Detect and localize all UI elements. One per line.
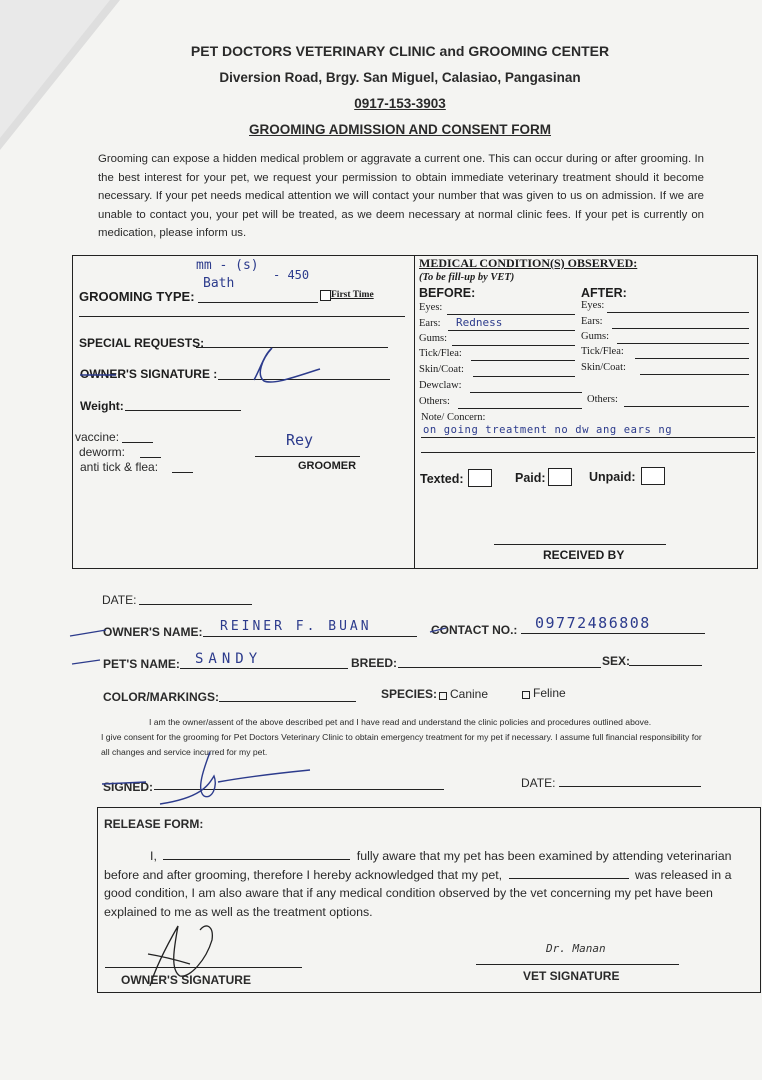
- date-label: DATE:: [102, 593, 137, 607]
- after-row-label: Skin/Coat:: [581, 362, 626, 373]
- after-row-field[interactable]: [640, 374, 749, 375]
- unpaid-label: Unpaid:: [589, 470, 636, 484]
- color-markings-field[interactable]: [219, 701, 356, 702]
- before-row-field[interactable]: [452, 345, 575, 346]
- after-row-label: Eyes:: [581, 300, 605, 311]
- release-owners-signature-label: OWNER'S SIGNATURE: [121, 973, 251, 987]
- consent-date-field[interactable]: [559, 786, 701, 787]
- note-field[interactable]: [421, 437, 755, 438]
- grooming-type-field[interactable]: [198, 302, 318, 303]
- after-label: AFTER:: [581, 286, 627, 300]
- received-by-label: RECEIVED BY: [543, 548, 625, 562]
- grooming-type-label: GROOMING TYPE:: [79, 289, 195, 304]
- after-row-label: Others:: [587, 394, 618, 405]
- pets-name-value: SANDY: [195, 651, 263, 667]
- breed-label: BREED:: [351, 656, 398, 670]
- release-part-a: fully aware that my pet has been examined by attending veterinarian before and after grooming, therefore I hereby acknowledged that my pet,: [104, 849, 732, 882]
- release-title: RELEASE FORM:: [104, 817, 204, 831]
- before-row-field[interactable]: [448, 330, 575, 331]
- clinic-name: PET DOCTORS VETERINARY CLINIC and GROOMING CENTER: [190, 43, 610, 59]
- paid-checkbox[interactable]: [548, 468, 572, 486]
- contact-field[interactable]: [521, 633, 705, 634]
- release-owner-signature-field[interactable]: [105, 967, 302, 968]
- groomer-handwriting: Rey: [286, 431, 314, 449]
- after-row-field[interactable]: [635, 358, 749, 359]
- vet-handwriting: Dr. Manan: [546, 942, 606, 955]
- sex-field[interactable]: [629, 665, 702, 666]
- color-markings-label: COLOR/MARKINGS:: [103, 690, 219, 704]
- owner-signature-scribble-top: [76, 345, 326, 390]
- release-part-i: I,: [150, 849, 157, 863]
- anti-tick-label: anti tick & flea:: [80, 460, 159, 474]
- first-time-checkbox[interactable]: [320, 290, 331, 301]
- note-label: Note/ Concern:: [421, 412, 486, 423]
- release-owner-name-field[interactable]: [163, 859, 350, 860]
- signed-label: SIGNED:: [103, 780, 154, 794]
- owners-signature-label: OWNER'S SIGNATURE :: [80, 367, 218, 381]
- before-row-label: Eyes:: [419, 302, 443, 313]
- before-row-label: Tick/Flea:: [419, 348, 462, 359]
- before-row-label: Ears:: [419, 318, 441, 329]
- clinic-address: Diversion Road, Brgy. San Miguel, Calasiao, Pangasinan: [219, 70, 581, 85]
- before-row-label: Gums:: [419, 333, 448, 344]
- pets-name-field[interactable]: [180, 668, 348, 669]
- before-row-label: Skin/Coat:: [419, 364, 464, 375]
- vet-signature-field[interactable]: [476, 964, 679, 965]
- before-row-field[interactable]: [470, 392, 582, 393]
- owners-name-value: REINER F. BUAN: [220, 619, 372, 634]
- release-part-b: was released in a good condition, I am also aware that if any medical condition observed by the vet concerning my pet have been explained to me as well as the treatment options.: [104, 867, 732, 919]
- species-label: SPECIES:: [381, 687, 438, 701]
- after-row-field[interactable]: [612, 328, 749, 329]
- canine-label: Canine: [450, 687, 489, 701]
- vaccine-field[interactable]: [122, 442, 153, 443]
- texted-label: Texted:: [420, 472, 464, 486]
- contact-label: CONTACT NO.:: [431, 623, 518, 637]
- form-title: GROOMING ADMISSION AND CONSENT FORM: [249, 122, 551, 137]
- release-pet-name-field[interactable]: [509, 878, 629, 879]
- medical-title: MEDICAL CONDITION(S) OBSERVED:: [419, 256, 638, 270]
- feline-label: Feline: [533, 686, 566, 700]
- pets-name-label: PET'S NAME:: [103, 657, 180, 671]
- date-field[interactable]: [139, 604, 252, 605]
- breed-field[interactable]: [398, 667, 601, 668]
- before-row-field[interactable]: [447, 314, 575, 315]
- grooming-type-handwriting-1: mm - (s): [196, 258, 259, 273]
- after-row-field[interactable]: [617, 343, 749, 344]
- contact-value: 09772486808: [535, 614, 651, 632]
- vet-signature-label: VET SIGNATURE: [523, 969, 620, 983]
- groomer-label: GROOMER: [298, 460, 357, 472]
- unpaid-checkbox[interactable]: [641, 467, 665, 485]
- weight-label: Weight:: [80, 399, 124, 413]
- after-row-field[interactable]: [607, 312, 749, 313]
- texted-checkbox[interactable]: [468, 469, 492, 487]
- before-row-field[interactable]: [458, 408, 582, 409]
- special-requests-label: SPECIAL REQUESTS:: [79, 336, 205, 350]
- grooming-type-handwriting-price: - 450: [273, 268, 310, 282]
- weight-field[interactable]: [125, 410, 241, 411]
- first-time-label: First Time: [331, 290, 374, 300]
- grooming-type-field-line-2[interactable]: [79, 316, 405, 317]
- after-row-label: Tick/Flea:: [581, 346, 624, 357]
- canine-checkbox[interactable]: [439, 692, 447, 700]
- after-row-field[interactable]: [624, 406, 749, 407]
- consent-rest: I give consent for the grooming for Pet Doctors Veterinary Clinic to obtain emergency treatment for my pet if necessary. I assume full financial responsibility for all changes and service incurred for my pet.: [101, 732, 702, 757]
- groomer-field[interactable]: [255, 456, 360, 457]
- anti-tick-field[interactable]: [172, 472, 193, 473]
- feline-checkbox[interactable]: [522, 691, 530, 699]
- release-paragraph: [104, 847, 756, 921]
- deworm-label: deworm:: [79, 445, 126, 459]
- after-row-label: Gums:: [581, 331, 610, 342]
- before-row-field[interactable]: [473, 376, 575, 377]
- note-field-line-2[interactable]: [421, 452, 755, 453]
- received-by-field[interactable]: [494, 544, 666, 545]
- owners-name-label: OWNER'S NAME:: [103, 625, 203, 639]
- after-row-label: Ears:: [581, 316, 603, 327]
- before-row-label: Others:: [419, 396, 450, 407]
- vaccine-label: vaccine:: [75, 430, 120, 444]
- note-handwriting: on going treatment no dw ang ears ng: [423, 424, 673, 436]
- sex-label: SEX:: [602, 654, 631, 668]
- consent-line-1: I am the owner/assent of the above described pet and I have read and understand the clinic policies and procedures outlined above.: [149, 717, 652, 727]
- clinic-phone: 0917-153-3903: [354, 96, 446, 111]
- panel-divider: [414, 255, 415, 568]
- grooming-type-handwriting-2: Bath: [203, 276, 235, 291]
- before-row-field[interactable]: [471, 360, 575, 361]
- signed-signature: [100, 738, 330, 808]
- before-row-label: Dewclaw:: [419, 380, 462, 391]
- intro-paragraph: Grooming can expose a hidden medical problem or aggravate a current one. This can occur during or after grooming. In the best interest for your pet, we request your permission to obtain immediate veterinary treatment should it become necessary. If your pet needs medical attention we will contact your number that was given to us on admission. If we are unable to contact you, your pet will be treated, as we deem necessary at normal clinic fees. If your pet is currently on medication, please inform us.: [98, 153, 704, 240]
- medical-subtitle: (To be fill-up by VET): [419, 272, 515, 283]
- before-label: BEFORE:: [419, 286, 476, 300]
- deworm-field[interactable]: [140, 457, 161, 458]
- paid-label: Paid:: [515, 471, 546, 485]
- ears-handwriting: Redness: [456, 316, 503, 329]
- consent-date-label: DATE:: [521, 776, 556, 790]
